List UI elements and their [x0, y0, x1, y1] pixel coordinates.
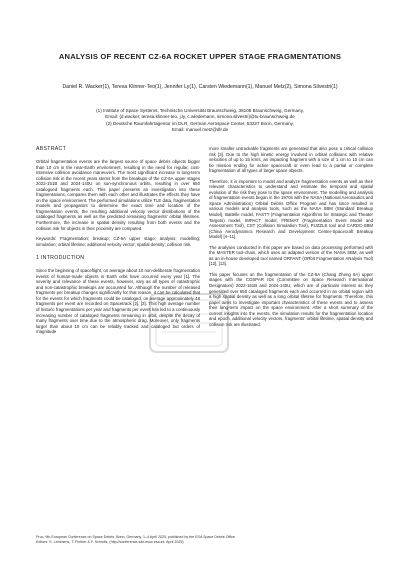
right-paragraph-2: Therefore, it is important to model and analyze fragmentation events as well as their relevant characteristics to understand and estimate the temporal and spatial evolution of the risk they pose to the space environment. The modelling and analysis of fragmentation events began in the 1970s with the NASA (National Aeronautics and Space Administration) Orbital Debris Office Program and has since resulted in various models and analysis tools, such as the NASA SBM (Standard Breakup Model), Battelle model, FASTT (Fragmentation Algorithms for Strategic and Theater Targets) model, IMPACT model, FREMAT (Fragmentation Event Model and Assessment Tool), CST (Collision Simulation Tool), PUZZLE tool and CARDC-SBM (China Aerodynamics Research and Development Center-Spacecraft Breakup Model) [4–11]. [209, 178, 373, 240]
page-footer [36, 535, 366, 545]
affiliations [36, 108, 364, 134]
right-paragraph-3: The analyses conducted in this paper are based on data processing performed with the MASTER tool-chain, which uses an adapted version of the NASA SBM, as well as an in-house developed tool named ORFANT (ORbit Fragmentation ANalysis Tool) [12], [13]. [209, 244, 373, 267]
introduction-paragraph-1: Since the beginning of spaceflight, on average about 10 non-deliberate fragmentation events of human-made objects in Earth orbit have occurred every year [1]. The severity and relevance of these events, however, vary as all types of catastrophic and non-catastrophic breakups are accounted for. Although the number of released fragments per breakup changes significantly for that reason, it can be calculated that for the events for which fragments could be cataloged, on average approximately 48 fragments per event are recorded on Spacetrack [2], [3]. This high average number of historic fragmentations per year and fragments per event has led to a continuously increasing number of cataloged fragments remaining in orbit, despite the decay of many fragments over time due to the atmospheric drag. Moreover, only fragments larger than about 10 cm can be reliably tracked and cataloged but orders of magnitude [36, 268, 200, 335]
abstract-heading: ABSTRACT [36, 146, 67, 152]
author-list: Daniel R. Wacker(1), Teresa Klinner-Teo(1), Jennifer Ly(1), Carsten Wiedemann(1), Manuel Metz(2), Simona Silvestri(1) [62, 84, 338, 90]
affiliation-2-email: Email: manuel.metz@dlr.de [171, 127, 229, 133]
left-column [36, 146, 200, 340]
right-paragraph-4: This paper focuses on the fragmentation of the CZ-6A (Chang Zheng 6A) upper stages with the COSPAR IDs (Committee on Space Research International Designators) 2022-151B and 2024-140U, which are of particular interest as they generated over 650 cataloged fragments each and occurred in an orbital region with a high spatial density as well as a long orbital lifetime for fragments. Therefore, this paper aims to investigate important characteristics of these events and to assess their long-term impact on the space environment. After a short summary of the current insights into the events, the simulation results for the fragmentation location and epoch, additional velocity vectors, fragments' orbital lifetime, spatial density and collision risk are illustrated. [209, 271, 373, 327]
keywords: Keywords: Fragmentation; breakup; CZ-6A upper stage; analysis; modelling; simulation; orbital lifetime; additional velocity vector; spatial density; collision risk. [36, 236, 200, 247]
affiliation-1: (1) Institute of Space Systems, Technische Universität Braunschweig, 38108 Braunschweig, Germany, [96, 108, 304, 113]
footer-proceedings-line: Proc. 9th European Conference on Space Debris, Bonn, Germany, 1–4 April 2025, published by the ESA Space Debris Office [36, 535, 236, 539]
affiliation-2: (2) Deutsche Raumfahrtagentur im DLR, German Aerospace Center, 53227 Bonn, Germany, [106, 120, 294, 126]
introduction-heading: 1 INTRODUCTION [36, 255, 85, 262]
affiliation-1-email: Email: {d.wacker, teresa.klinner-teo, j.ly, c.wiedemann, simona.silvestri}@tu-braunschweig.de [105, 114, 295, 120]
abstract-text: Orbital fragmentation events are the largest source of space debris objects bigger than 10 cm in the near-Earth environment, resulting in the need for regular, cost-intensive collision avoidance maneuvers. The most significant increase in long-term collision risk in the recent years stems from the breakups of the CZ-6A upper stages 2022-151B and 2024-140U on sun-synchronous orbits, resulting in over 650 catalogued fragments each. This paper presents an investigation into these fragmentations, compares them with each other and illustrates the effects they have on the space environment. The performed simulations utilize TLE data, fragmentation models and propagators to determine the exact time and location of the fragmentation events, the resulting additional velocity vector distributions of the cataloged fragments as well as the predicted remaining fragments' orbital lifetimes. Furthermore, the increase in spatial density resulting from both events and the collision risk for objects in their proximity are computed. [36, 159, 200, 231]
right-paragraph-1: more smaller untrackable fragments are generated that also pose a critical collision risk [3]. Due to the high kinetic energy involved in orbital collisions with relative velocities of up to 15 km/s, an impacting fragment with a size of 1 cm to 10 cm can be mission ending for active spacecraft or even lead to a partial or complete fragmentation of all types of larger space objects. [209, 146, 373, 174]
footer-editors-line: Editors: S. Lemmens, T. Flohrer & F. Schmitz, (http://conference.sdo.esoc.esa.int, April 2025) [36, 540, 184, 545]
right-column [209, 146, 373, 332]
paper-title: ANALYSIS OF RECENT CZ-6A ROCKET UPPER STAGE FRAGMENTATIONS [58, 52, 342, 61]
